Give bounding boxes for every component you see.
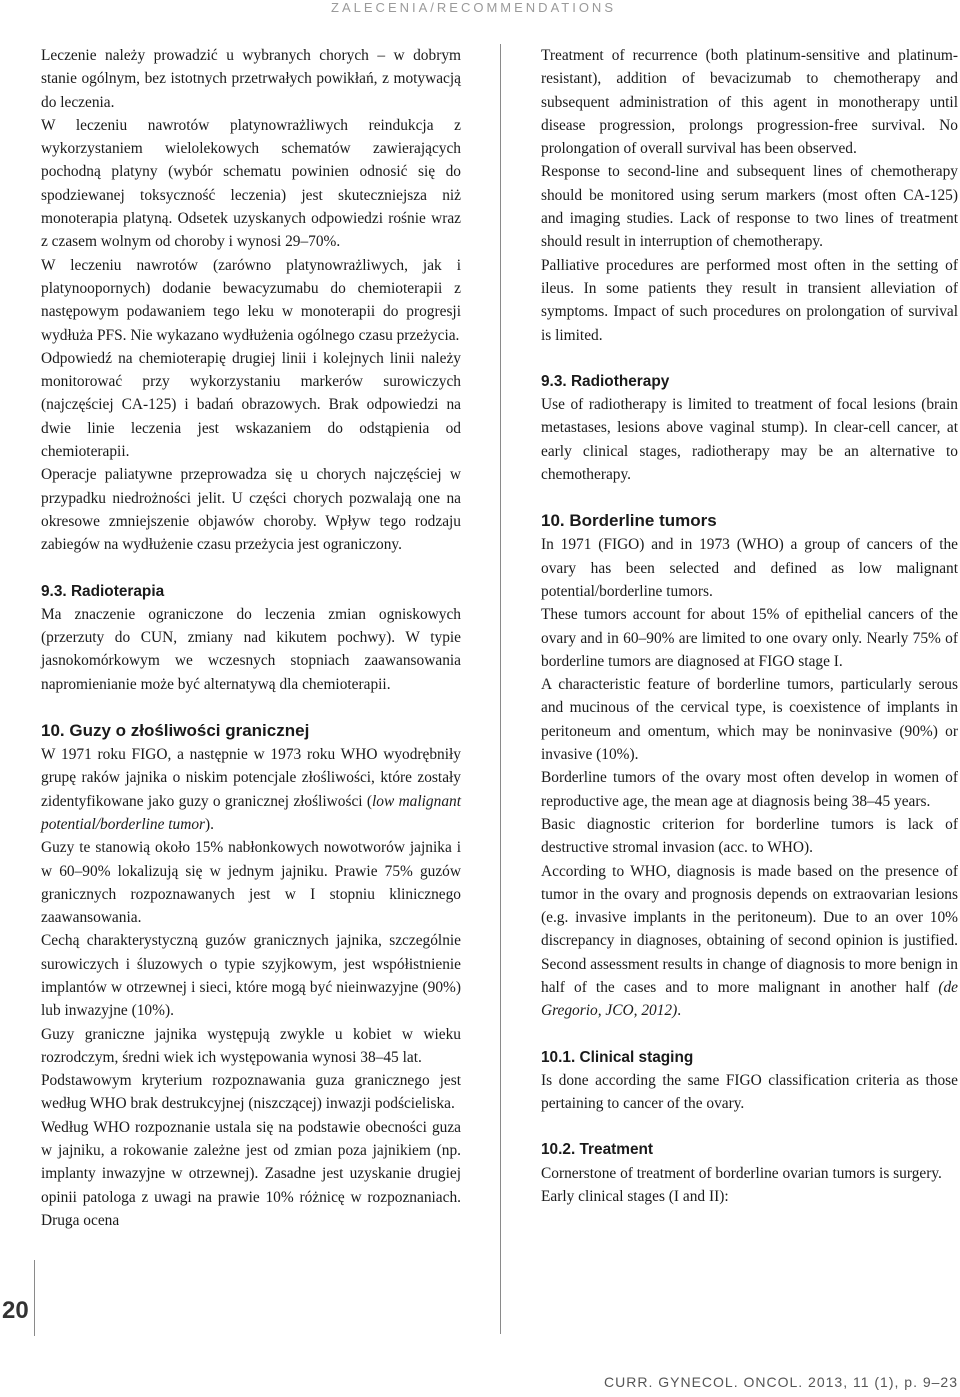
paragraph: Według WHO rozpoznanie ustala się na podstawie obecności guza w jajniku, a rokowanie zależne jest od zmian poza jajnikiem (np. implanty inwazyjne w otrzewnej). Zasadne jest uzyskanie drugiej opinii patologa z uwagi na prawie 10% różnicę w rozpoznaniach. Druga ocena (41, 1118, 461, 1229)
citation-reference: (de Gregorio, JCO, 2012) (541, 978, 958, 1020)
section-tag: ZALECENIA/RECOMMENDATIONS (331, 0, 616, 15)
paragraph: A characteristic feature of borderline tumors, particularly serous and mucinous of the cervical type, is coexistence of implants in peritoneum and omentum, which may be noninvasive (90%) or invasive (10%). (541, 676, 958, 764)
paragraph: Use of radiotherapy is limited to treatment of focal lesions (brain metastases, lesions above vaginal stump). In clear-cell cancer, at early clinical stages, radiotherapy may be an alternative to chemotherapy. (541, 396, 958, 484)
page-number: 20 (2, 1297, 29, 1324)
paragraph: Response to second-line and subsequent lines of chemotherapy should be monitored using serum markers (most often CA-125) and imaging studies. Lack of response to two lines of treatment should result in interruption of chemotherapy. (541, 163, 958, 251)
paragraph: Is done according the same FIGO classification criteria as those pertaining to cancer of the ovary. (541, 1071, 958, 1113)
paragraph: Ma znaczenie ograniczone do leczenia zmian ogniskowych (przerzuty do CUN, zmiany nad kikutem pochwy). W typie jasnokomórkowym we wczesnych stopniach zaawansowania napromienianie może być alternatywą dla chemioterapii. (41, 605, 461, 693)
paragraph: Operacje paliatywne przeprowadza się u chorych najczęściej w przypadku niedrożności jelit. U części chorych pozwalają one na okresowe zmniejszenie objawów choroby. Wpływ tego rodzaju zabiegów na wydłużenie czasu przeżycia jest ograniczony. (41, 466, 461, 554)
paragraph: In 1971 (FIGO) and in 1973 (WHO) a group of cancers of the ovary has been selected and defined as low malignant potential/borderline tumors. (541, 536, 958, 600)
paragraph: Odpowiedź na chemioterapię drugiej linii i kolejnych linii należy monitorować przy wykorzystaniu markerów surowiczych (najczęściej CA-125) i badań obrazowych. Brak odpowiedzi na dwie linie leczenia jest wskazaniem do odstąpienia od chemioterapii. (41, 349, 461, 461)
text-run: ). (205, 815, 214, 833)
text-run: . (677, 1002, 682, 1020)
paragraph: Treatment of recurrence (both platinum-sensitive and platinum-resistant), addition of bevacizumab to chemotherapy and subsequent administration of this agent in monotherapy until disease progression, prolongs progression-free survival. No prolongation of overall survival has been observed. (541, 47, 958, 158)
section-heading-treatment: 10.2. Treatment (541, 1141, 654, 1159)
page-edge-rule (34, 1260, 35, 1336)
section-heading-radiotherapy: 9.3. Radiotherapy (541, 372, 670, 390)
paragraph: Cechą charakterystyczną guzów granicznych jajnika, szczególnie surowiczych i śluzowych o typie szyjkowym, jest współistnienie implantów w otrzewnej i sieci, które mogą być nieinwazyjne (90%) lub inwazyjne (10%). (41, 932, 461, 1020)
section-heading-borderline: 10. Guzy o złośliwości granicznej (41, 721, 310, 741)
paragraph: Basic diagnostic criterion for borderline tumors is lack of destructive stromal invasion (acc. to WHO). (541, 815, 958, 857)
paragraph: Guzy graniczne jajnika występują zwykle u kobiet w wieku rozrodczym, średni wiek ich występowania wynosi 38–45 lat. (41, 1025, 461, 1066)
paragraph: Cornerstone of treatment of borderline ovarian tumors is surgery. (541, 1164, 942, 1182)
paragraph: Borderline tumors of the ovary most often develop in women of reproductive age, the mean age at diagnosis being 38–45 years. (541, 769, 958, 810)
section-heading-borderline: 10. Borderline tumors (541, 511, 717, 531)
section-heading-radiotherapy: 9.3. Radioterapia (41, 582, 165, 600)
right-column-english (541, 44, 958, 1208)
paragraph: Palliative procedures are performed most often in the setting of ileus. In some patients they result in transient alleviation of symptoms. Impact of such procedures on prolongation of survival is limited. (541, 256, 958, 344)
paragraph: Leczenie należy prowadzić u wybranych chorych – w dobrym stanie ogólnym, bez istotnych przetrwałych powikłań, z motywacją do leczenia. (41, 47, 461, 111)
paragraph: These tumors account for about 15% of epithelial cancers of the ovary and in 60–90% are limited to one ovary only. Nearly 75% of borderline tumors are diagnosed at FIGO stage I. (541, 606, 958, 670)
paragraph: W leczeniu nawrotów (zarówno platynowrażliwych, jak i platynoopornych) dodanie bewacyzumabu do chemioterapii z następowym podawaniem tego leku w monoterapii do progresji wydłuża PFS. Nie wykazano wydłużenia ogólnego czasu przeżycia. (41, 256, 461, 344)
italic-term: low malignant potential/borderline tumor (41, 792, 461, 833)
paragraph: Early clinical stages (I and II): (541, 1188, 729, 1206)
text-run: W 1971 roku FIGO, a następnie w 1973 roku WHO wyodrębniły grupę raków jajnika o niskim potencjale złośliwości, które zostały zidentyfikowane jako guzy o granicznej złośliwości ( (41, 746, 461, 810)
column-divider (500, 44, 501, 1334)
section-heading-clinical-staging: 10.1. Clinical staging (541, 1048, 694, 1066)
journal-citation-footer: CURR. GYNECOL. ONCOL. 2013, 11 (1), p. 9–23 (604, 1374, 958, 1390)
text-run: According to WHO, diagnosis is made based on the presence of tumor in the ovary and prognosis depends on extraovarian lesions (e.g. invasive implants in the peritoneum). Due to an over 10% discrepancy in diagnoses, obtaining of second opinion is justified. Second assessment results in change of diagnosis to more benign in half of the cases and to more malignant in another half (541, 862, 958, 996)
paragraph: W leczeniu nawrotów platynowrażliwych reindukcja z wykorzystaniem wielolekowych schematów zawierających pochodną platyny (wybór schematu powinien odnosić się do spodziewanej toksyczność leczenia) jest skuteczniejsza niż monoterapia platyną. Odsetek uzyskanych odpowiedzi rośnie wraz z czasem wolnym od choroby i wynosi 29–70%. (41, 116, 461, 251)
left-column-polish (41, 44, 461, 1232)
paragraph (541, 860, 958, 1023)
paragraph: Podstawowym kryterium rozpoznawania guza granicznego jest według WHO brak destrukcyjnej (niszczącej) inwazji podścieliska. (41, 1072, 461, 1113)
paragraph: Guzy te stanowią około 15% nabłonkowych nowotworów jajnika i w 60–90% lokalizują się w jednym jajniku. Prawie 75% guzów granicznych rozpoznawanych jest w I stopniu klinicznego zaawansowania. (41, 839, 461, 927)
paragraph (41, 743, 461, 836)
